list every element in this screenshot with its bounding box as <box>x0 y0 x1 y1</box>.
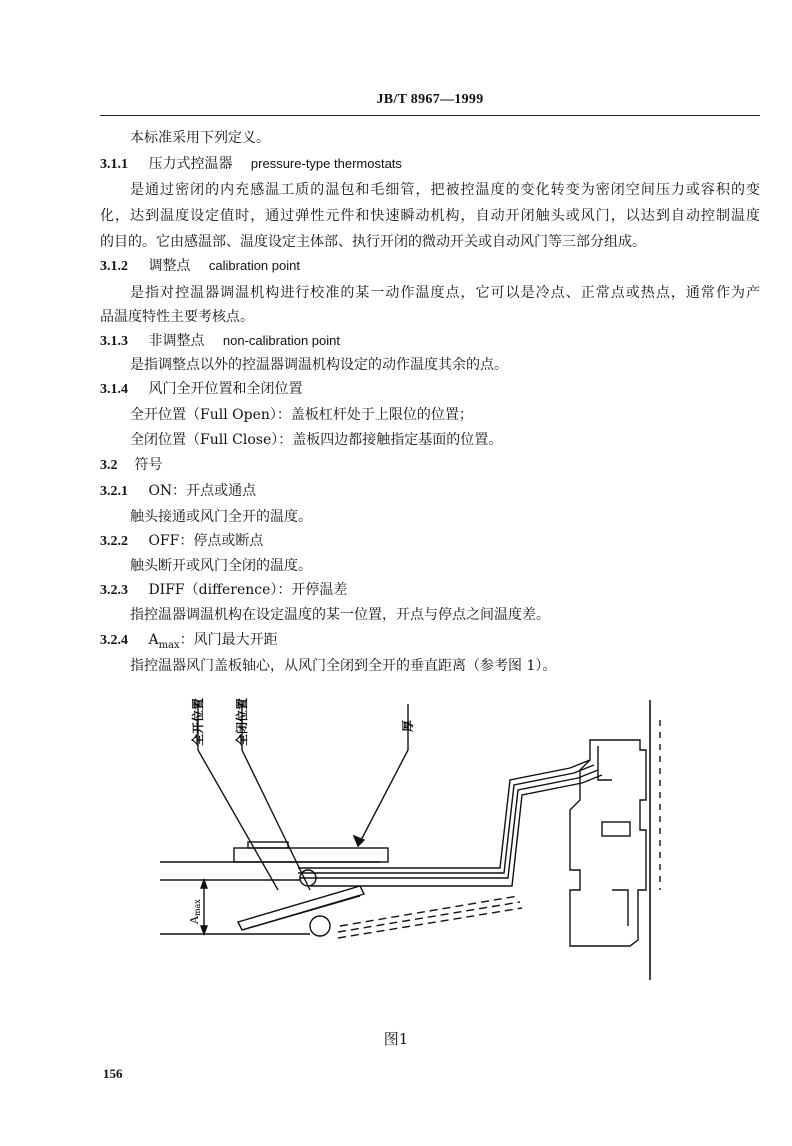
full-open-label: 全开位置 <box>191 697 205 746</box>
section-3-2-1-heading <box>100 481 256 502</box>
page-number: 156 <box>103 1066 123 1081</box>
section-number: 3.2.3 <box>100 583 128 598</box>
section-title: ON：开点或通点 <box>148 483 257 499</box>
open-position-rod <box>338 908 522 938</box>
section-title: ：风门最大开距 <box>179 632 278 648</box>
section-number: 3.2 <box>100 458 118 473</box>
section-number: 3.2.2 <box>100 534 128 549</box>
amax-figure-label: Amax <box>188 899 202 924</box>
dimension-arrow-icon <box>201 880 207 888</box>
section-title-en: pressure-type thermostats <box>250 156 402 171</box>
thermostat-detail <box>612 890 628 926</box>
section-number: 3.1.2 <box>100 259 128 274</box>
amax-symbol: A <box>148 632 159 648</box>
section-title-en: non-calibration point <box>222 333 340 348</box>
intro-text: 本标准采用下列定义。 <box>130 130 270 146</box>
section-3-1-2-heading <box>100 256 300 277</box>
thermostat-detail <box>598 746 612 780</box>
section-number: 3.1.4 <box>100 382 128 397</box>
amax-subscript: max <box>158 639 180 651</box>
section-3-2-2-heading <box>100 531 263 552</box>
section-title: 非调整点 <box>148 333 205 349</box>
section-3-2-3-heading <box>100 580 347 601</box>
section-number: 3.2.4 <box>100 633 128 648</box>
thickness-label: 厚 <box>401 719 415 732</box>
figure-1-diagram <box>150 690 670 990</box>
section-3-1-3-heading <box>100 331 340 352</box>
thermostat-window <box>602 822 630 836</box>
section-3-2-heading <box>100 455 162 476</box>
section-title-en: calibration point <box>208 258 300 273</box>
lever-rod <box>298 765 594 873</box>
section-title: OFF：停点或断点 <box>148 533 264 549</box>
figure-caption: 图1 <box>383 1030 409 1048</box>
paragraph-line: 触头断开或风门全闭的温度。 <box>130 558 312 574</box>
section-3-1-4-heading <box>100 379 302 400</box>
hinge-icon <box>310 916 330 936</box>
paragraph-line: 全开位置（Full Open）：盖板杠杆处于上限位的位置； <box>130 407 473 423</box>
section-number: 3.1.3 <box>100 334 128 349</box>
section-3-1-1-heading <box>100 154 402 175</box>
full-close-label: 全闭位置 <box>235 697 249 746</box>
lever-rod <box>298 760 590 868</box>
paragraph-line: 是指调整点以外的控温器调温机构设定的动作温度其余的点。 <box>130 357 508 373</box>
header-rule <box>100 115 760 116</box>
cover-plate-closed <box>234 848 388 862</box>
standard-code-header: JB/T 8967—1999 <box>376 92 484 107</box>
paragraph-line: 是通过密闭的内充感温工质的温包和毛细管，把被控温度的变化转变为密闭空间压力或容积的变 <box>130 182 760 198</box>
section-title: 风门全开位置和全闭位置 <box>148 381 303 397</box>
open-position-rod <box>340 896 518 926</box>
section-number: 3.2.1 <box>100 484 128 499</box>
paragraph-line: 全闭位置（Full Close）：盖板四边都接触指定基面的位置。 <box>130 432 503 448</box>
section-number: 3.1.1 <box>100 157 128 172</box>
section-title: DIFF（difference）：开停温差 <box>148 582 348 598</box>
paragraph-line: 化，达到温度设定值时，通过弹性元件和快速瞬动机构，自动开闭触头或风门，以达到自动控制温度 <box>100 208 760 224</box>
paragraph-line: 指控温器风门盖板轴心，从风门全闭到全开的垂直距离（参考图 1）。 <box>130 658 557 674</box>
section-3-2-4-heading <box>100 630 278 656</box>
section-title: 调整点 <box>148 258 191 274</box>
paragraph-line: 品温度特性主要考核点。 <box>100 309 254 325</box>
cover-plate-open-edge <box>242 896 360 930</box>
section-title: 压力式控温器 <box>148 156 233 172</box>
paragraph-line: 触头接通或风门全开的温度。 <box>130 509 312 525</box>
lever-rod <box>310 775 602 886</box>
dimension-arrow-icon <box>201 926 207 934</box>
paragraph-line: 的目的。它由感温部、温度设定主体部、执行开闭的微动开关或自动风门等三部分组成。 <box>100 234 646 250</box>
paragraph-line: 是指对控温器调温机构进行校准的某一动作温度点，它可以是冷点、正常点或热点，通常作为产 <box>130 285 760 301</box>
thermostat-body <box>570 740 646 946</box>
paragraph-line: 指控温器调温机构在设定温度的某一位置，开点与停点之间温度差。 <box>130 607 550 623</box>
section-title: 符号 <box>134 457 163 473</box>
open-position-rod <box>338 902 520 932</box>
cover-plate-open <box>238 886 364 930</box>
